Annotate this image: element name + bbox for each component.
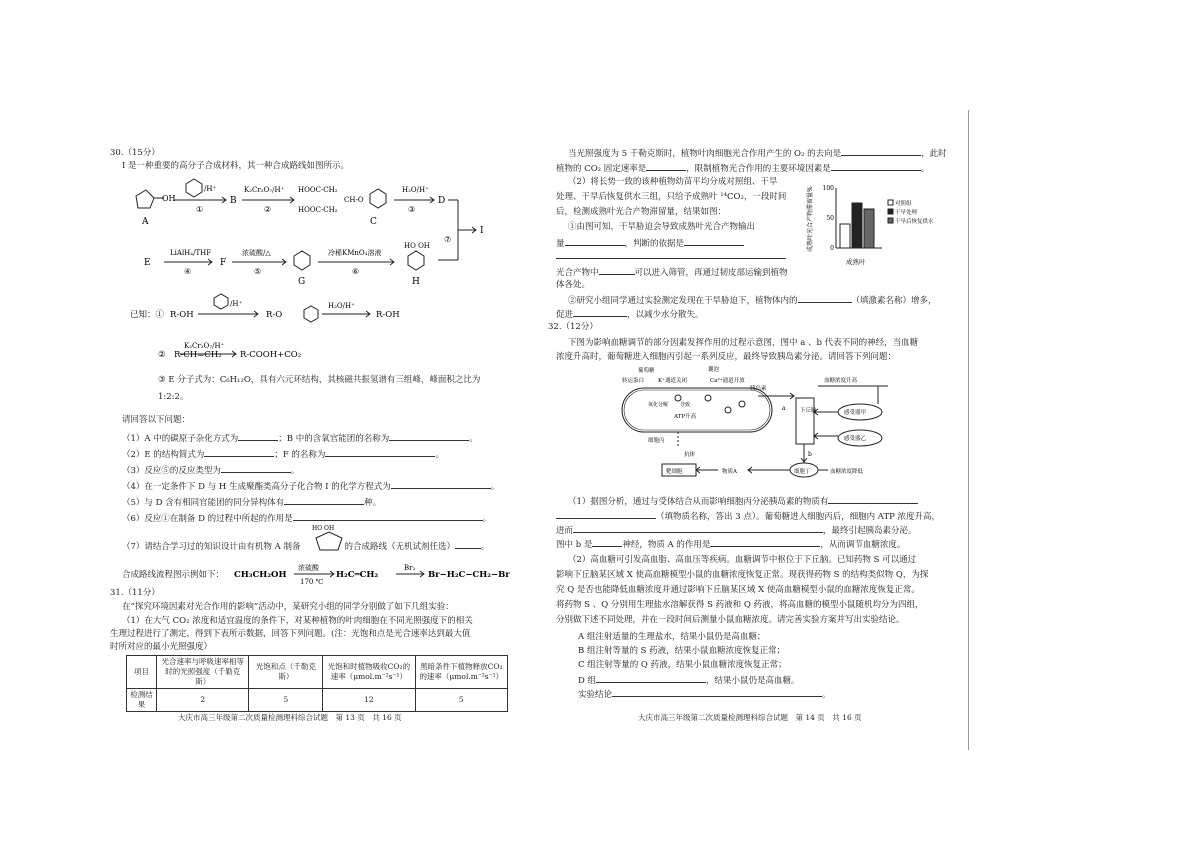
reagent-5: 浓硫酸/△ <box>242 249 271 257</box>
step-7: ⑦ <box>444 235 452 244</box>
q30-7: （7）请结合学习过的知识设计由有机物 A 制备 的合成路线（无机试剂任选） 。 <box>122 542 490 552</box>
answer-blank[interactable] <box>204 448 274 457</box>
a-oh: OH <box>162 194 176 203</box>
retention-bar-chart <box>806 178 936 276</box>
example-condition-3: Br₂ <box>404 564 416 572</box>
dg-oxidize: 氧化分解 <box>648 402 669 408</box>
known-pyran-ring <box>214 294 228 309</box>
bar-drought <box>852 203 862 248</box>
r-line-3: （2）将长势一致的该种植物幼苗平均分成对照组、干旱 <box>568 177 778 187</box>
answer-blank[interactable] <box>573 308 627 317</box>
chart-y-tick: 100 <box>822 185 834 192</box>
dg-cell-d: 细胞丁 <box>794 469 811 475</box>
label-g: G <box>298 277 306 287</box>
q31-intro: 在“探究环境因素对光合作用的影响”活动中，某研究小组的同学分别做了如下几组实验： <box>122 602 454 612</box>
q32-header: 32.（12分） <box>548 322 598 332</box>
dg-glucose: 葡萄糖 <box>638 368 655 374</box>
q32-1a: （1）据图分析，通过与受体结合从而影响细胞丙分泌胰岛素的物质有 <box>568 495 918 508</box>
chart-y-tick: 50 <box>826 215 834 222</box>
light-data-table <box>126 655 508 712</box>
compound-h-ring <box>408 251 424 270</box>
page-13 <box>108 0 508 850</box>
r-line-11: 促进 ，以减少水分散失。 <box>556 310 704 320</box>
answer-blank[interactable] <box>573 524 823 533</box>
legend-swatch-control <box>888 200 893 205</box>
answer-blank[interactable] <box>238 432 278 441</box>
q31-1c: 时所对应的最小光照强度） <box>110 642 213 652</box>
example-condition-2: 170 ℃ <box>300 578 324 586</box>
legend-swatch-drought <box>888 209 893 214</box>
compound-c-ring <box>370 189 386 208</box>
q30-3: （3）反应⑤的反应类型为 。 <box>122 466 300 476</box>
known2-reagent: K₂Cr₂O₇/H⁺ <box>184 342 225 350</box>
label-e: E <box>144 258 151 268</box>
answer-blank[interactable] <box>596 674 706 683</box>
bar-control <box>840 224 850 248</box>
known1-reagent: /H⁺ <box>230 300 243 308</box>
r-line-2: 植物的 CO₂ 固定速率是 ，限制植物光合作用的主要环境因素是 。 <box>556 164 930 174</box>
c-top: HOOC-CH₂ <box>298 186 338 194</box>
h-hydroxyls: HO OH <box>404 242 430 250</box>
blood-glucose-diagram <box>618 366 898 484</box>
c-link: CH-O <box>344 196 364 204</box>
answer-blank[interactable] <box>612 688 822 697</box>
group-c: C 组注射等量的 Q 药液，结果小鼠血糖浓度恢复正常； <box>578 660 787 670</box>
group-a: A 组注射适量的生理盐水，结果小鼠仍是高血糖； <box>578 632 766 642</box>
known-3a: ③ E 分子式为：C₆H₁₂O，具有六元环结构，其核磁共振氢谱有三组峰，峰面积之比为 <box>158 375 481 385</box>
table-header-cell: 项目 <box>127 656 157 689</box>
q32-2e: 分别做下述不同处理，并在一段时间后测量小鼠血糖浓度。请完善实验方案并写出实验结论。 <box>556 615 905 625</box>
q32-1c: 进而 ，最终引起胰岛素分泌。 <box>556 526 917 536</box>
q30-1: （1）A 中的碳原子杂化方式为 ；B 中的含氧官能团的名称为 。 <box>122 434 478 444</box>
q31-1a: （1）在大气 CO₂ 浓度和适宜温度的条件下，对某种植物的叶肉细胞在不同光照强度下的相关 <box>122 616 473 626</box>
page-footer: 大庆市高三年级第二次质量检测理科综合试题 第 13 页 共 16 页 <box>178 713 402 722</box>
example-condition-1: 浓硫酸 <box>298 564 319 572</box>
step-3: ③ <box>408 205 416 214</box>
answer-blank[interactable] <box>828 495 918 504</box>
label-f: F <box>220 258 227 268</box>
label-d: D <box>438 196 446 206</box>
r-line-6: ①由图可知，干旱胁迫会导致成熟叶光合产物输出 <box>568 222 756 232</box>
r-line-5: 后，检测成熟叶光合产物滞留量，结果如图： <box>556 207 727 217</box>
bar-recover <box>864 209 874 248</box>
q30-2: （2）E 的结构简式为 ；F 的名称为 。 <box>122 450 444 460</box>
known2-product: R-COOH+CO₂ <box>240 350 302 360</box>
answer-blank[interactable] <box>325 448 435 457</box>
answer-blank[interactable] <box>831 162 921 171</box>
reagent-4: LiAlH₄/THF <box>170 249 212 257</box>
q32-2b: 影响下丘脑某区域 X 使高血糖模型小鼠的血糖浓度恢复正常。现获得药物 S 的结构类似物 Q，为探 <box>556 570 929 580</box>
dg-vesicle: 囊泡 <box>708 367 720 373</box>
answer-blank[interactable] <box>221 464 291 473</box>
binding-edge-line <box>968 110 969 750</box>
q32-intro-a: 下图为影响血糖调节的部分因素发挥作用的过程示意图，图中 a 、b 代表不同的神经，当血糖 <box>568 338 919 348</box>
compound-g-ring <box>294 251 310 270</box>
synthesis-route-1 <box>108 172 508 244</box>
table-header-cell: 光饱和点（千勒克斯） <box>249 656 323 689</box>
answer-blank[interactable] <box>599 266 635 275</box>
known1-intermediate: R-O <box>266 310 283 320</box>
q30-5: （5）与 D 含有相同官能团的同分异构体有 种。 <box>122 498 382 508</box>
q30-header: 30.（15分） <box>110 148 160 158</box>
answer-blank[interactable] <box>293 512 483 521</box>
known1-product: R-OH <box>376 310 400 320</box>
r-line-4: 处理、干旱后恢复供水三组，只给予成熟叶 ¹⁴CO₂，一段时间 <box>556 192 787 202</box>
answer-prompt: 请回答以下问题： <box>122 415 191 425</box>
group-b: B 组注射等量的 S 药液，结果小鼠血糖浓度恢复正常； <box>578 646 786 656</box>
answer-blank[interactable] <box>389 432 469 441</box>
answer-blank[interactable] <box>646 162 686 171</box>
reagent-1: /H⁺ <box>204 185 217 193</box>
label-c: C <box>370 217 377 227</box>
q30-intro: I 是一种重要的高分子合成材料，其一种合成路线如图所示。 <box>122 161 350 171</box>
conclusion: 实验结论 。 <box>578 690 831 700</box>
legend-label: 干旱后恢复供水 <box>895 219 934 225</box>
answer-blank[interactable] <box>284 496 364 505</box>
dg-hypothalamus: 下丘脑 <box>800 408 817 414</box>
dg-carrier: 转运蛋白 <box>622 378 645 384</box>
dg-k-channel: K⁺通道关闭 <box>658 378 688 384</box>
reagent-3: H₂O/H⁺ <box>402 186 429 194</box>
chart-y-axis-label: 成熟叶光合产物滞留量% <box>807 186 814 252</box>
dg-sensor-a: 感受器甲 <box>844 410 867 416</box>
reagent-6: 冷稀KMnO₄溶液 <box>328 249 382 257</box>
known2-number: ② <box>158 350 166 360</box>
dg-antibody: 抗体 <box>684 452 696 458</box>
dihydropyran-ring <box>186 179 202 197</box>
known1-reactant: R-OH <box>170 310 194 320</box>
dg-insulin: 胰岛素 <box>750 386 767 392</box>
r-line-9: 体各处。 <box>556 280 591 290</box>
legend-label: 对照组 <box>895 201 912 207</box>
ring-hydroxyl-labels: HO OH <box>312 525 335 532</box>
table-header-cell: 黑暗条件下植物释放CO₂的速率（μmol.m⁻²s⁻¹） <box>415 656 507 689</box>
table-cell: 2 <box>157 689 249 712</box>
group-d: D 组 ，结果小鼠仍是高血糖。 <box>578 676 800 686</box>
known2-reactant: R-CH=CH₂ <box>174 350 222 360</box>
example-product: Br−H₂C−CH₂−Br <box>428 570 510 580</box>
dg-target-cell: 靶细胞 <box>666 469 683 475</box>
label-a: A <box>142 217 149 227</box>
page-footer: 大庆市高三年级第二次质量检测理科综合试题 第 14 页 共 16 页 <box>638 713 862 722</box>
r-line-7: 量 ，判断的依据是 <box>556 237 744 250</box>
example-label: 合成路线流程图示例如下： <box>122 570 225 580</box>
known-label: 已知：① <box>130 310 165 320</box>
dg-nerve-b: b <box>808 451 812 458</box>
legend-swatch-recover <box>888 218 893 223</box>
example-ethanol: CH₃CH₂OH <box>234 570 287 580</box>
reagent-2: K₂Cr₂O₇/H⁺ <box>244 186 285 194</box>
chart-y-tick: 0 <box>830 245 834 252</box>
q32-1b: （填物质名称，答出 3 点）。葡萄糖进入细胞丙后，细胞内 ATP 浓度升高， <box>556 510 940 523</box>
table-header-row <box>127 656 508 689</box>
dg-sensor-b: 感受器乙 <box>844 436 867 442</box>
answer-blank[interactable] <box>798 294 852 303</box>
q30-6: （6）反应①在制备 D 的过程中所起的作用是 。 <box>122 514 492 524</box>
dg-ca-channel: Ca²⁺通道开放 <box>710 378 745 384</box>
label-h: H <box>412 277 420 287</box>
dg-glucose-rise: 血糖浓度升高 <box>824 378 858 384</box>
r-line-1: 当光照强度为 5 千勒克斯时，植物叶肉细胞光合作用产生的 O₂ 的去向是 ，此时 <box>568 149 947 159</box>
r-line-10: ②研究小组同学通过实验测定发现在干旱胁迫下，植物体内的 （填激素名称）增多， <box>568 296 937 306</box>
table-cell: 5 <box>415 689 507 712</box>
table-header-cell: 光饱和时植物吸收CO₂的速率（μmol.m⁻²s⁻¹） <box>323 656 415 689</box>
known-3b: 1:2:2。 <box>158 392 189 402</box>
r-line-8: 光合产物中 可以进入筛管，再通过韧皮部运输到植物 <box>556 268 788 278</box>
dg-glucose-fall: 血糖浓度降低 <box>830 469 864 475</box>
dg-atp: ATP升高 <box>674 414 697 420</box>
hypothalamus-box <box>796 398 814 444</box>
chart-x-axis-label: 成熟叶 <box>846 258 866 266</box>
dg-nerve-a: a <box>782 405 786 412</box>
page-14 <box>548 0 948 850</box>
table-header-cell: 光合速率与呼吸速率相等时的光照强度（千勒克斯） <box>157 656 249 689</box>
q31-header: 31.（11分） <box>110 588 160 598</box>
dg-lead: 导致 <box>680 402 691 408</box>
step-1: ① <box>196 205 204 214</box>
step-4: ④ <box>184 267 192 276</box>
step-5: ⑤ <box>254 267 262 276</box>
example-equation <box>234 560 514 586</box>
q32-2d: 将药物 S 、Q 分别用生理盐水溶解获得 S 药液和 Q 药液，将高血糖的模型小鼠随机均分为四组， <box>556 600 924 610</box>
dg-substance-a: 物质A <box>722 469 737 475</box>
step-6: ⑥ <box>352 267 360 276</box>
q32-1e: 图中 b 是 神经，物质 A 的作用是 ，从而调节血糖浓度。 <box>556 540 906 550</box>
answer-blank[interactable] <box>684 237 744 246</box>
cell-c-membrane <box>622 388 772 432</box>
example-ethylene: H₂C═CH₂ <box>336 570 379 580</box>
q32-intro-b: 浓度升高时，葡萄糖进入细胞丙引起一系列反应，最终导致胰岛素分泌。请回答下列问题： <box>556 352 897 362</box>
q32-2a: （2）高血糖可引发高血脂、高血压等疾病。血糖调节中枢位于下丘脑。已知药物 S 可以通过 <box>568 555 917 565</box>
q31-1b: 生理过程进行了测定，得到下表所示数据，回答下列问题。(注：光饱和点是光合速率达到最大值 <box>110 629 471 639</box>
q30-4: （4）在一定条件下 D 与 H 生成聚酯类高分子化合物 I 的化学方程式为 。 <box>122 482 500 492</box>
synthesis-route-2 <box>108 240 508 290</box>
answer-blank[interactable] <box>565 237 625 246</box>
step-2: ② <box>264 205 272 214</box>
r-line-7b <box>556 250 786 263</box>
answer-blank[interactable] <box>391 480 491 489</box>
table-cell: 5 <box>249 689 323 712</box>
answer-blank[interactable] <box>556 250 786 259</box>
answer-blank[interactable] <box>592 538 622 547</box>
known-reactions <box>108 292 508 368</box>
legend-label: 干旱处理 <box>895 210 918 216</box>
q32-2c: 究 Q 是否也能降低血糖浓度并通过影响下丘脑某区域 X 使高血糖模型小鼠的血糖浓度恢复正常。 <box>556 585 920 595</box>
compound-a-ring <box>136 190 154 208</box>
answer-blank[interactable] <box>841 147 921 156</box>
answer-blank[interactable] <box>556 510 656 519</box>
label-i: I <box>480 226 484 236</box>
table-cell: 12 <box>323 689 415 712</box>
label-b: B <box>230 196 237 206</box>
answer-blank[interactable] <box>455 540 481 549</box>
c-bottom: HOOC-CH₂ <box>298 206 338 214</box>
answer-blank[interactable] <box>710 538 820 547</box>
table-row-label: 检测结果 <box>127 689 157 712</box>
dg-cell-c: 细胞丙 <box>648 438 665 444</box>
known1-reagent2: H₂O/H⁺ <box>328 302 355 310</box>
table-row <box>127 689 508 712</box>
